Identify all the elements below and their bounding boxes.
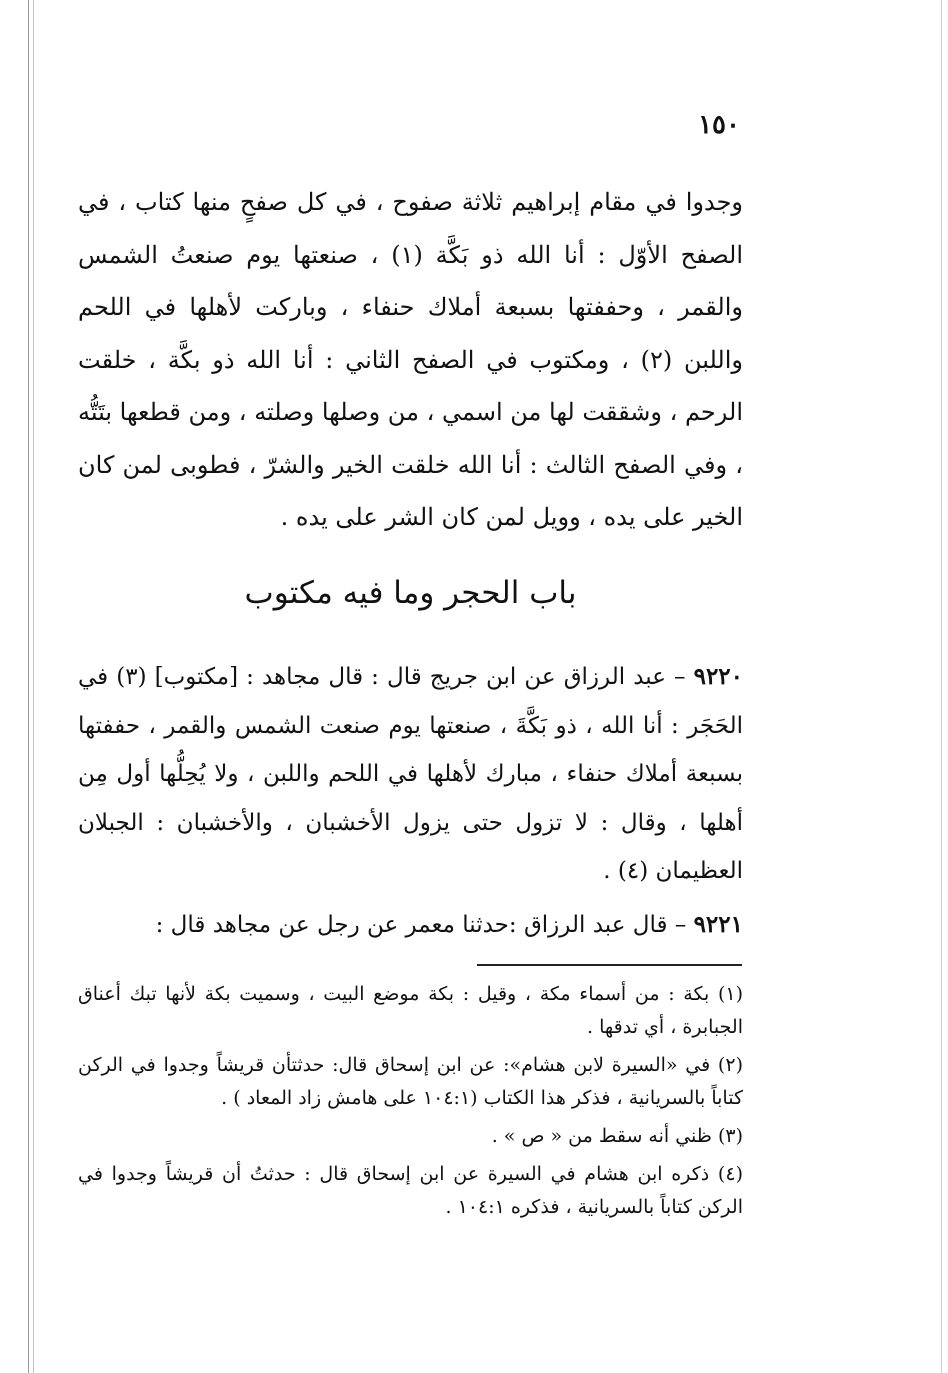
hadith-9220-paragraph (78, 653, 743, 896)
hadith-9220 (78, 653, 743, 896)
binding-edge-line (33, 0, 34, 1373)
hadith-9221 (78, 905, 743, 945)
footnote-4: (٤) ذكره ابن هشام في السيرة عن ابن إسحاق قال : حدثتُ أن قريشاً وجدوا في الركن كتاباً بالسريانية ، فذكره ١٠٤:١ . (78, 1163, 743, 1218)
hadith-number: ٩٢٢٠ (693, 663, 744, 690)
hadith-number: ٩٢٢١ (693, 911, 743, 938)
intro-paragraph-text: وجدوا في مقام إبراهيم ثلاثة صفوح ، في كل صفحٍ منها كتاب ، في الصفح الأوّل : أنا الله ذو بَكَّة (١) ، صنعتها يوم صنعتُ الشمس والقمر ، وحففتها بسبعة أملاك حنفاء ، وباركت لأهلها في اللحم واللبن (٢) ، ومكتوب في الصفح الثاني : أنا الله ذو بكَّة ، خلقت الرحم ، وشققت لها من اسمي ، من وصلها وصلته ، ومن قطعها بتَتُّه ، وفي الصفح الثالث : أنا الله خلقت الخير والشرّ ، فطوبى لمن كان الخير على يده ، وويل لمن كان الشر على يده . (78, 188, 743, 531)
footnotes (78, 978, 743, 1229)
page-number: ١٥٠ (698, 110, 740, 140)
binding-edge-line (28, 0, 29, 1373)
footnote-2: (٢) في «السيرة لابن هشام»: عن ابن إسحاق قال: حدثتأن قريشاً وجدوا في الركن كتاباً بالسريانية ، فذكر هذا الكتاب (١٠٤:١ على هامش زاد المعاد ) . (78, 1054, 743, 1109)
page-edge-line (941, 0, 942, 1373)
hadith-text: – عبد الرزاق عن ابن جريج قال : قال مجاهد : [مكتوب] (٣) في الحَجَر : أنا الله ، ذو بَكَّةَ ، صنعتها يوم صنعت الشمس والقمر ، حففتها بسبعة أملاك حنفاء ، مبارك لأهلها في اللحم واللبن ، ولا يُحِلُّها أول مِن أهلها ، وقال : لا تزول حتى يزول الأخشبان ، والأخشبان : الجبلان العظيمان (٤) . (78, 664, 743, 884)
intro-paragraph (78, 176, 743, 544)
footnote-1: (١) بكة : من أسماء مكة ، وقيل : بكة موضع البيت ، وسميت بكة لأنها تبك أعناق الجبابرة ، أي تدقها . (78, 983, 743, 1038)
section-heading: باب الحجر وما فيه مكتوب (244, 575, 577, 611)
footnote-separator (477, 964, 742, 966)
hadith-9221-paragraph (78, 905, 743, 945)
hadith-text: – قال عبد الرزاق :حدثنا معمر عن رجل عن مجاهد قال : (155, 912, 687, 938)
footnote-3: (٣) ظني أنه سقط من « ص » . (491, 1125, 743, 1147)
